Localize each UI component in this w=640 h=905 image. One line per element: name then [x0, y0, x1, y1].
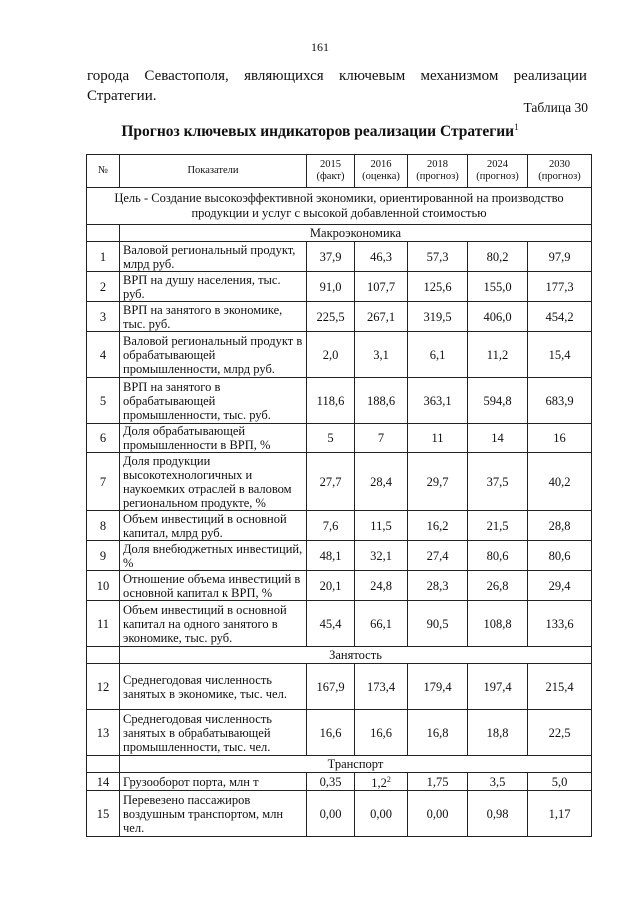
value-footnote: 2 — [386, 775, 391, 784]
intro-word: Севастополя, — [144, 68, 229, 84]
value-text: 363,1 — [423, 393, 452, 408]
row-number: 13 — [87, 710, 120, 756]
header-2018: 2018 (прогноз) — [408, 155, 468, 188]
value-text: 16,6 — [370, 725, 392, 740]
intro-word: реализации — [513, 68, 587, 84]
value-cell — [528, 791, 592, 837]
value-cell — [528, 242, 592, 272]
value-cell — [528, 378, 592, 424]
row-number: 5 — [87, 378, 120, 424]
value-text: 1,2 — [371, 776, 387, 791]
value-text: 91,0 — [319, 279, 342, 294]
title-footnote: 1 — [514, 122, 519, 132]
indicator-name: ВРП на занятого в обрабатывающей промышленности, тыс. руб. — [120, 378, 307, 424]
value-cell — [355, 272, 408, 302]
value-text: 267,1 — [366, 309, 396, 324]
value-text: 22,5 — [548, 725, 571, 740]
value-text: 28,4 — [370, 474, 392, 489]
value-text: 45,4 — [319, 616, 342, 631]
value-text: 173,4 — [366, 679, 396, 694]
value-text: 2,0 — [322, 347, 339, 362]
section-num-cell — [87, 225, 120, 242]
value-cell — [468, 710, 528, 756]
value-text: 177,3 — [545, 279, 574, 294]
section-row-employment — [87, 647, 592, 664]
value-cell — [355, 424, 408, 453]
value-text: 215,4 — [545, 679, 574, 694]
table-row — [87, 601, 592, 647]
value-cell — [307, 272, 355, 302]
table-row — [87, 302, 592, 332]
value-cell — [528, 710, 592, 756]
table-row — [87, 664, 592, 710]
value-text: 0,00 — [426, 806, 449, 821]
value-cell — [408, 710, 468, 756]
value-cell — [408, 378, 468, 424]
value-text: 107,7 — [366, 279, 396, 294]
table-label: Таблица 30 — [523, 100, 588, 115]
value-cell — [408, 453, 468, 511]
value-text: 11,5 — [370, 518, 392, 533]
value-cell — [528, 424, 592, 453]
value-text: 14 — [491, 431, 504, 445]
value-text: 1,17 — [548, 806, 571, 821]
value-text: 57,3 — [426, 249, 449, 264]
value-cell — [528, 511, 592, 541]
value-text: 80,6 — [548, 548, 571, 563]
value-cell — [468, 302, 528, 332]
section-row-macro — [87, 225, 592, 242]
value-text: 225,5 — [316, 309, 345, 324]
indicator-name: ВРП на душу населения, тыс. руб. — [120, 272, 307, 302]
value-cell — [408, 541, 468, 571]
value-cell — [307, 511, 355, 541]
value-cell — [355, 664, 408, 710]
section-row-transport — [87, 756, 592, 773]
header-2030: 2030 (прогноз) — [528, 155, 592, 188]
value-cell — [355, 242, 408, 272]
row-number: 8 — [87, 511, 120, 541]
table-row — [87, 453, 592, 511]
value-cell — [468, 378, 528, 424]
row-number: 2 — [87, 272, 120, 302]
value-text: 29,4 — [548, 578, 571, 593]
row-number: 14 — [87, 773, 120, 791]
value-text: 3,1 — [373, 347, 389, 362]
section-num-cell — [87, 756, 120, 773]
value-text: 16,6 — [319, 725, 342, 740]
value-text: 16 — [553, 431, 566, 445]
value-cell — [355, 571, 408, 601]
intro-word: механизмом — [420, 68, 499, 84]
section-title: Макроэкономика — [120, 225, 592, 242]
value-cell — [468, 791, 528, 837]
indicator-name: Среднегодовая численность занятых в обрабатывающей промышленности, тыс. чел. — [120, 710, 307, 756]
table-row — [87, 541, 592, 571]
value-cell — [307, 710, 355, 756]
table-row — [87, 424, 592, 453]
intro-line-2: Стратегии. — [87, 88, 157, 104]
indicator-name: Доля продукции высокотехнологичных и наукоемких отраслей в валовом региональном продукте, % — [120, 453, 307, 511]
value-cell — [307, 453, 355, 511]
value-cell — [528, 302, 592, 332]
value-cell — [307, 601, 355, 647]
value-cell — [528, 541, 592, 571]
header-indicator: Показатели — [120, 155, 307, 188]
value-text: 0,35 — [319, 774, 342, 789]
value-text: 20,1 — [319, 578, 342, 593]
value-text: 48,1 — [319, 548, 342, 563]
value-text: 1,75 — [426, 774, 449, 789]
header-num: № — [87, 155, 120, 188]
value-text: 29,7 — [426, 474, 449, 489]
indicator-name: Доля внебюджетных инвестиций, % — [120, 541, 307, 571]
value-text: 7,6 — [322, 518, 339, 533]
row-number: 6 — [87, 424, 120, 453]
row-number: 4 — [87, 332, 120, 378]
indicator-name: ВРП на занятого в экономике, тыс. руб. — [120, 302, 307, 332]
value-cell — [468, 773, 528, 791]
table-row — [87, 791, 592, 837]
value-text: 66,1 — [370, 616, 392, 631]
value-text: 90,5 — [426, 616, 449, 631]
value-text: 15,4 — [548, 347, 571, 362]
value-cell — [468, 664, 528, 710]
value-text: 27,7 — [319, 474, 342, 489]
value-text: 11 — [431, 431, 444, 445]
value-cell — [355, 302, 408, 332]
section-title: Занятость — [120, 647, 592, 664]
row-number: 15 — [87, 791, 120, 837]
indicator-name: Доля обрабатывающей промышленности в ВРП, % — [120, 424, 307, 453]
value-cell — [307, 571, 355, 601]
header-row — [87, 155, 592, 188]
value-text: 133,6 — [545, 616, 574, 631]
value-cell — [408, 332, 468, 378]
value-cell — [408, 773, 468, 791]
value-cell — [528, 272, 592, 302]
value-text: 37,5 — [486, 474, 509, 489]
table-row — [87, 272, 592, 302]
value-cell — [468, 272, 528, 302]
value-text: 125,6 — [423, 279, 452, 294]
value-cell — [307, 302, 355, 332]
value-text: 16,2 — [426, 518, 449, 533]
value-text: 155,0 — [483, 279, 512, 294]
value-text: 454,2 — [545, 309, 574, 324]
table-row — [87, 511, 592, 541]
value-text: 37,9 — [319, 249, 342, 264]
value-text: 46,3 — [370, 249, 392, 264]
value-text: 16,8 — [426, 725, 449, 740]
value-cell — [307, 424, 355, 453]
value-cell — [468, 424, 528, 453]
row-number: 9 — [87, 541, 120, 571]
header-2015: 2015 (факт) — [307, 155, 355, 188]
page-number: 161 — [311, 40, 329, 54]
value-text: 683,9 — [545, 393, 574, 408]
intro-word: являющихся — [244, 68, 324, 84]
value-cell — [528, 773, 592, 791]
table-row — [87, 378, 592, 424]
section-num-cell — [87, 647, 120, 664]
value-cell — [307, 332, 355, 378]
indicator-name: Отношение объема инвестиций в основной капитал к ВРП, % — [120, 571, 307, 601]
value-text: 118,6 — [316, 393, 345, 408]
header-2016: 2016 (оценка) — [355, 155, 408, 188]
row-number: 1 — [87, 242, 120, 272]
header-2024: 2024 (прогноз) — [468, 155, 528, 188]
value-text: 28,3 — [426, 578, 449, 593]
value-text: 21,5 — [486, 518, 509, 533]
value-text: 5 — [327, 431, 334, 445]
table-title-text: Прогноз ключевых индикаторов реализации Стратегии — [121, 123, 515, 141]
row-number: 3 — [87, 302, 120, 332]
value-text: 3,5 — [489, 774, 506, 789]
value-cell — [307, 791, 355, 837]
intro-paragraph — [87, 66, 587, 106]
row-number: 7 — [87, 453, 120, 511]
value-text: 406,0 — [483, 309, 512, 324]
value-text: 40,2 — [548, 474, 571, 489]
row-number: 10 — [87, 571, 120, 601]
value-text: 28,8 — [548, 518, 571, 533]
value-cell — [355, 791, 408, 837]
value-cell — [468, 541, 528, 571]
value-cell — [408, 511, 468, 541]
value-text: 188,6 — [366, 393, 396, 408]
value-cell — [307, 242, 355, 272]
value-text: 0,00 — [319, 806, 342, 821]
value-text: 6,1 — [429, 347, 446, 362]
value-cell — [468, 332, 528, 378]
value-text: 0,00 — [370, 806, 392, 821]
value-cell — [408, 571, 468, 601]
value-cell — [408, 791, 468, 837]
value-cell — [468, 571, 528, 601]
indicators-table — [86, 154, 592, 837]
value-text: 26,8 — [486, 578, 509, 593]
value-cell — [355, 601, 408, 647]
value-cell — [408, 242, 468, 272]
value-cell — [528, 664, 592, 710]
indicator-name: Грузооборот порта, млн т — [120, 773, 307, 791]
value-cell — [468, 453, 528, 511]
value-text: 5,0 — [551, 774, 568, 789]
indicator-name: Среднегодовая численность занятых в экономике, тыс. чел. — [120, 664, 307, 710]
value-text: 0,98 — [486, 806, 509, 821]
section-title: Транспорт — [120, 756, 592, 773]
indicator-name: Перевезено пассажиров воздушным транспортом, млн чел. — [120, 791, 307, 837]
table-row — [87, 242, 592, 272]
value-cell — [307, 773, 355, 791]
value-text: 319,5 — [423, 309, 452, 324]
row-number: 11 — [87, 601, 120, 647]
goal-row — [87, 188, 592, 225]
row-number: 12 — [87, 664, 120, 710]
value-cell — [408, 424, 468, 453]
value-cell — [408, 272, 468, 302]
table-row — [87, 571, 592, 601]
goal-text: Цель - Создание высокоэффективной экономики, ориентированной на производство продукции и услуг с высокой добавленной стоимостью — [87, 188, 592, 225]
value-cell — [408, 302, 468, 332]
value-cell — [355, 710, 408, 756]
value-text: 27,4 — [426, 548, 449, 563]
value-text: 80,2 — [486, 249, 509, 264]
value-cell — [355, 773, 408, 791]
value-cell — [468, 601, 528, 647]
value-cell — [307, 541, 355, 571]
value-text: 7 — [377, 431, 385, 445]
value-text: 32,1 — [370, 548, 392, 563]
value-text: 24,8 — [370, 578, 392, 593]
value-cell — [408, 601, 468, 647]
value-cell — [528, 571, 592, 601]
table-row — [87, 773, 592, 791]
value-cell — [355, 511, 408, 541]
value-text: 80,6 — [486, 548, 509, 563]
value-text: 167,9 — [316, 679, 345, 694]
value-text: 197,4 — [483, 679, 512, 694]
table-title — [0, 122, 640, 141]
value-cell — [355, 378, 408, 424]
value-cell — [468, 511, 528, 541]
table-row — [87, 710, 592, 756]
value-cell — [408, 664, 468, 710]
table-row — [87, 332, 592, 378]
value-cell — [528, 601, 592, 647]
intro-line-1 — [87, 66, 587, 86]
indicator-name: Объем инвестиций в основной капитал, млрд руб. — [120, 511, 307, 541]
value-cell — [528, 332, 592, 378]
value-text: 108,8 — [483, 616, 512, 631]
value-cell — [307, 378, 355, 424]
intro-word: ключевым — [338, 68, 406, 84]
value-text: 179,4 — [423, 679, 452, 694]
value-cell — [528, 453, 592, 511]
value-text: 11,2 — [486, 347, 509, 362]
indicator-name: Объем инвестиций в основной капитал на одного занятого в экономике, тыс. руб. — [120, 601, 307, 647]
indicator-name: Валовой региональный продукт, млрд руб. — [120, 242, 307, 272]
value-text: 97,9 — [548, 249, 571, 264]
value-text: 594,8 — [483, 393, 512, 408]
value-cell — [468, 242, 528, 272]
indicator-name: Валовой региональный продукт в обрабатывающей промышленности, млрд руб. — [120, 332, 307, 378]
value-text: 18,8 — [486, 725, 509, 740]
value-cell — [355, 332, 408, 378]
intro-word: города — [87, 68, 130, 84]
value-cell — [307, 664, 355, 710]
value-cell — [355, 453, 408, 511]
value-cell — [355, 541, 408, 571]
